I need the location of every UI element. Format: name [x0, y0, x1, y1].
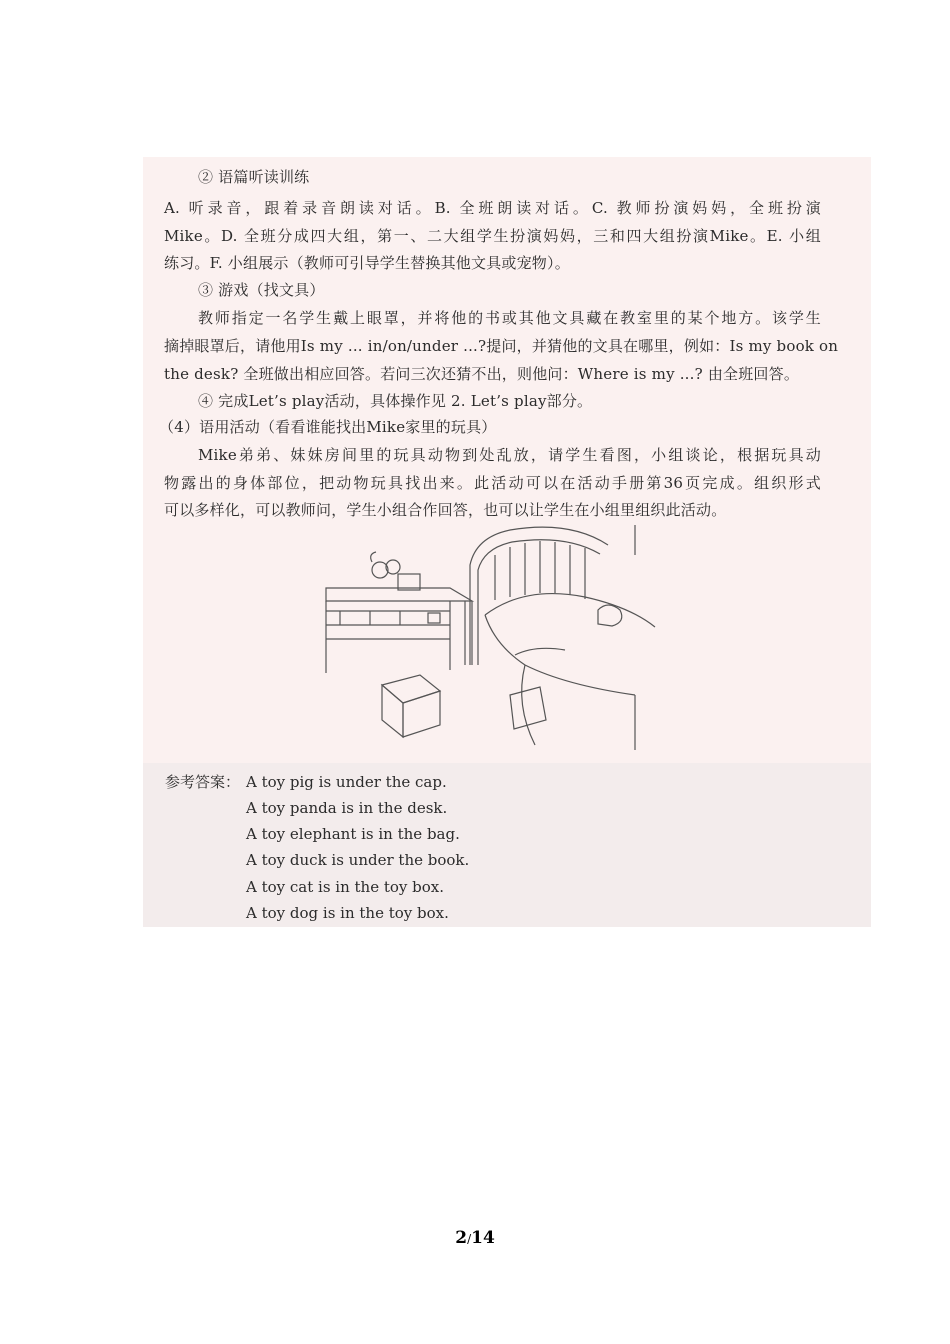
answer-line: A toy duck is under the book. — [246, 851, 470, 869]
listen-line: Mike。D. 全班分成四大组，第一、二大组学生扮演妈妈，三和四大组扮演Mike。E. 小组 — [164, 227, 821, 245]
toy-panda-drawing — [428, 613, 440, 623]
answer-line: A toy pig is under the cap. — [246, 773, 447, 791]
listen-line: A. 听录音，跟着录音朗读对话。B. 全班朗读对话。C. 教师扮演妈妈，全班扮演 — [164, 199, 821, 217]
answer-line: A toy dog is in the toy box. — [246, 904, 449, 922]
page-total: 14 — [471, 1228, 495, 1248]
answer-line: A toy elephant is in the bag. — [246, 825, 460, 843]
cap-drawing — [598, 605, 622, 626]
game-title: ③ 游戏（找文具） — [198, 281, 325, 299]
activity-line: 可以多样化，可以教师问，学生小组合作回答，也可以让学生在小组里组织此活动。 — [164, 501, 727, 519]
activity-line: Mike弟弟、妹妹房间里的玩具动物到处乱放，请学生看图，小组谈论，根据玩具动 — [198, 446, 821, 464]
listen-line: 练习。F. 小组展示（教师可引导学生替换其他文具或宠物）。 — [164, 254, 570, 272]
page-number — [0, 1228, 950, 1248]
bed-drawing — [470, 527, 655, 750]
toy-monkey-drawing — [371, 552, 420, 590]
play-line: ④ 完成Let’s play活动，具体操作见 2. Let’s play部分。 — [198, 392, 593, 410]
desk-drawing — [326, 588, 472, 673]
toy-box-drawing — [382, 675, 440, 737]
listen-title: ② 语篇听读训练 — [198, 168, 310, 186]
answer-line: A toy panda is in the desk. — [246, 799, 448, 817]
game-line: the desk? 全班做出相应回答。若问三次还猜不出，则他问：Where is my ...? 由全班回答。 — [164, 365, 800, 383]
answer-line: A toy cat is in the toy box. — [246, 878, 445, 896]
page-separator: / — [467, 1232, 472, 1246]
game-line: 教师指定一名学生戴上眼罩，并将他的书或其他文具藏在教室里的某个地方。该学生 — [198, 309, 821, 327]
bedroom-illustration — [300, 515, 660, 760]
activity-title: （4）语用活动（看看谁能找出Mike家里的玩具） — [159, 418, 497, 436]
game-line: 摘掉眼罩后，请他用Is my ... in/on/under ...?提问，并猜他的文具在哪里，例如：Is my book on — [164, 337, 839, 355]
page-current: 2 — [455, 1228, 468, 1248]
answers-label: 参考答案： — [165, 773, 241, 791]
activity-line: 物露出的身体部位，把动物玩具找出来。此活动可以在活动手册第36页完成。组织形式 — [164, 474, 821, 492]
book-drawing — [510, 687, 546, 729]
